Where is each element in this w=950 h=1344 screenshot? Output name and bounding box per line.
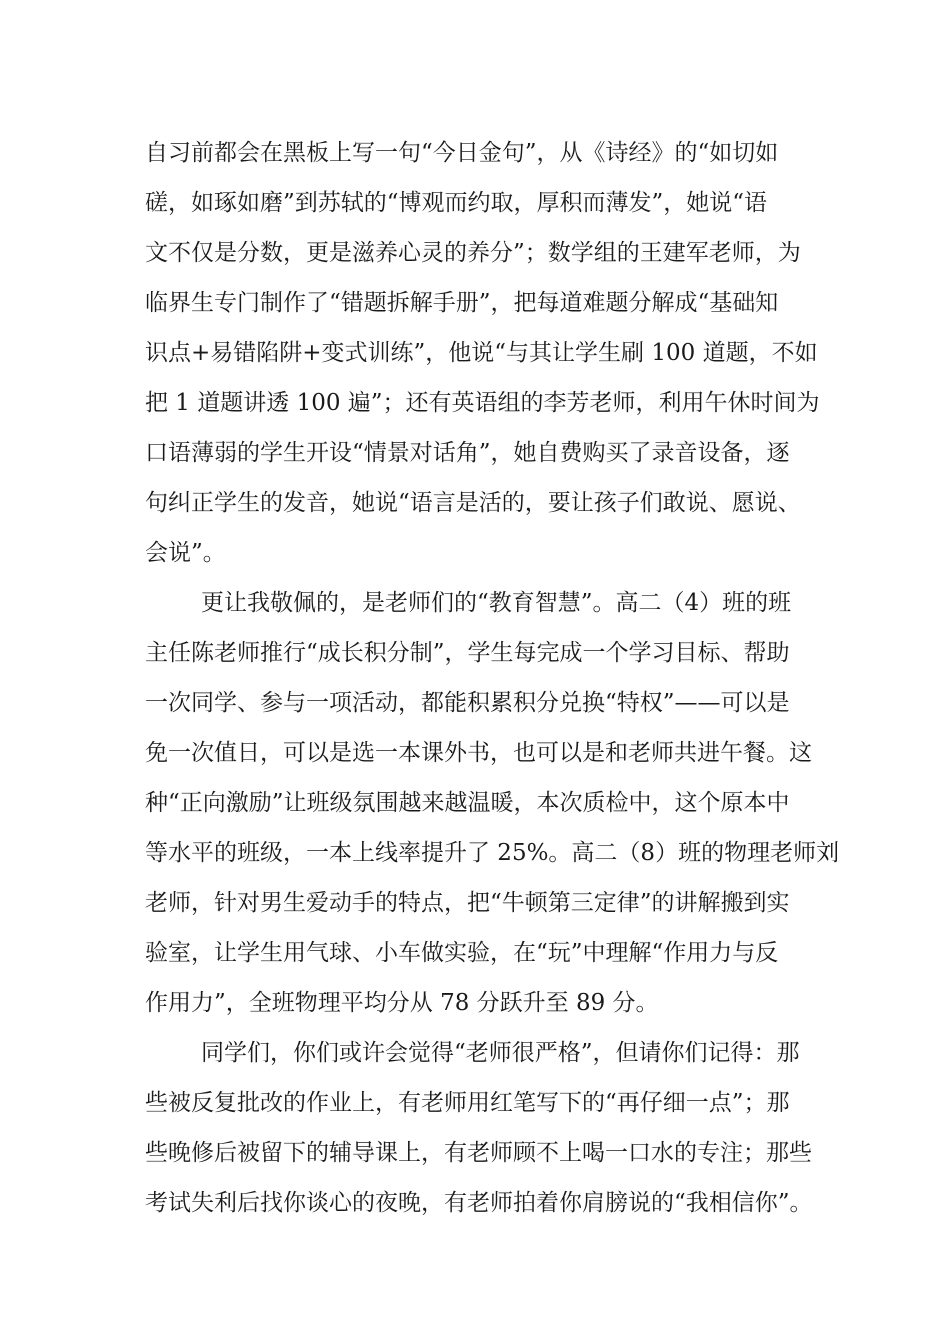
text-line: 临界生专门制作了“错题拆解手册”，把每道难题分解成“基础知 [145,290,779,316]
text-line: 一次同学、参与一项活动，都能积累积分兑换“特权”——可以是 [145,690,790,716]
text-line: 些晚修后被留下的辅导课上，有老师顾不上喝一口水的专注；那些 [145,1140,812,1166]
text-line: 句纠正学生的发音，她说“语言是活的，要让孩子们敢说、愿说、 [145,490,801,516]
text-line: 文不仅是分数，更是滋养心灵的养分”；数学组的王建军老师，为 [145,240,801,266]
text-line: 作用力”，全班物理平均分从 78 分跃升至 89 分。 [145,990,659,1016]
text-line: 等水平的班级，一本上线率提升了 25%。高二（8）班的物理老师刘 [145,840,840,866]
paragraph-start-line: 同学们，你们或许会觉得“老师很严格”，但请你们记得：那 [201,1040,800,1066]
paragraph-start-line: 更让我敬佩的，是老师们的“教育智慧”。高二（4）班的班 [201,590,792,616]
text-line: 主任陈老师推行“成长积分制”，学生每完成一个学习目标、帮助 [145,640,790,666]
text-line: 种“正向激励”让班级氛围越来越温暖，本次质检中，这个原本中 [145,790,790,816]
text-line: 磋，如琢如磨”到苏轼的“博观而约取，厚积而薄发”，她说“语 [145,190,768,216]
text-line: 验室，让学生用气球、小车做实验，在“玩”中理解“作用力与反 [145,940,779,966]
text-line: 把 1 道题讲透 100 遍”；还有英语组的李芳老师，利用午休时间为 [145,390,820,416]
text-line: 识点+易错陷阱+变式训练”，他说“与其让学生刷 100 道题，不如 [145,340,818,366]
text-line: 老师，针对男生爱动手的特点，把“牛顿第三定律”的讲解搬到实 [145,890,790,916]
text-line: 免一次值日，可以是选一本课外书，也可以是和老师共进午餐。这 [145,740,812,766]
text-line: 会说”。 [145,540,226,566]
body-text [145,128,845,1228]
text-line: 考试失利后找你谈心的夜晚，有老师拍着你肩膀说的“我相信你”。 [145,1190,813,1216]
text-line: 自习前都会在黑板上写一句“今日金句”，从《诗经》的“如切如 [145,140,779,166]
text-line: 些被反复批改的作业上，有老师用红笔写下的“再仔细一点”；那 [145,1090,790,1116]
text-line: 口语薄弱的学生开设“情景对话角”，她自费购买了录音设备，逐 [145,440,790,466]
